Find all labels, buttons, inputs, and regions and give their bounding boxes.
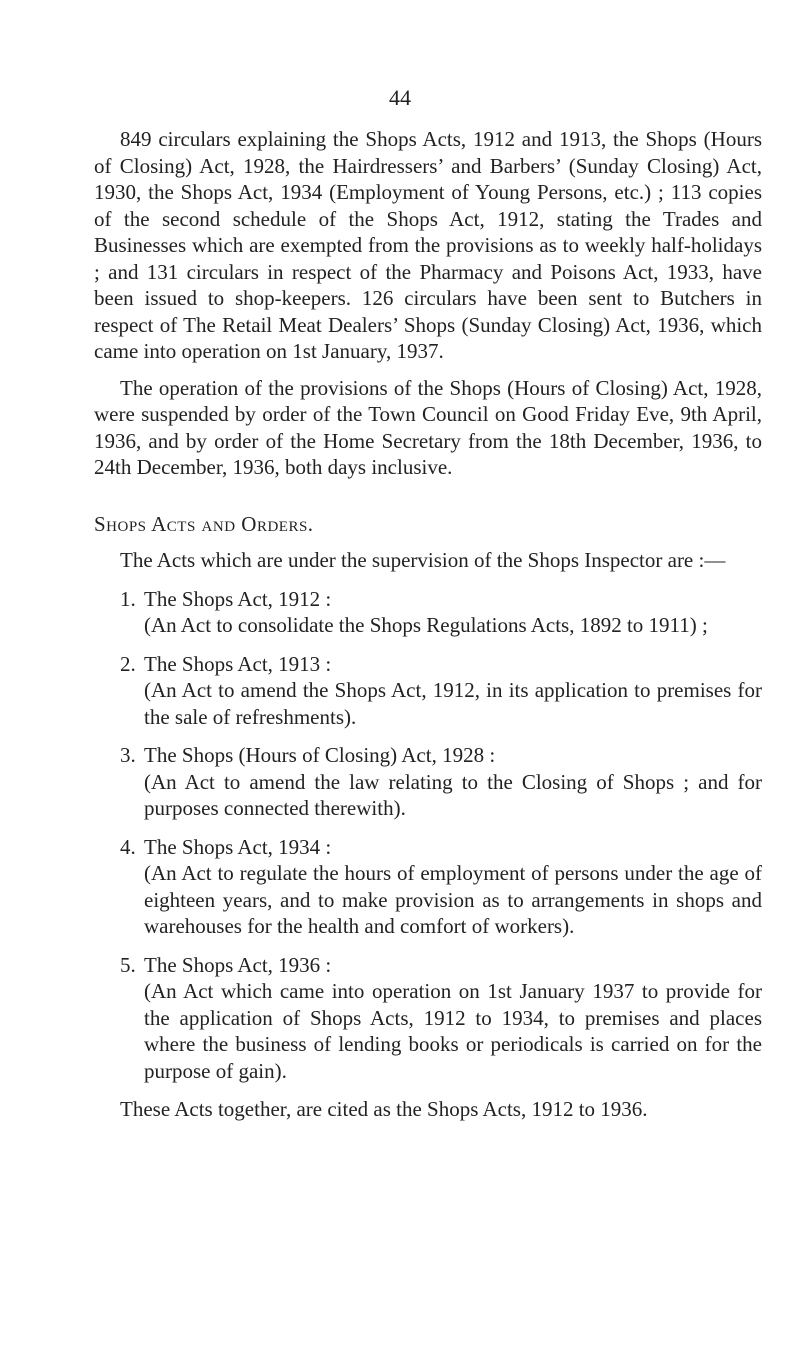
list-item-number: 5.: [120, 952, 136, 977]
list-item-body: [144, 586, 762, 639]
act-title: The Shops Act, 1936 :: [144, 952, 332, 977]
act-title: The Shops Act, 1934 :: [144, 834, 332, 859]
list-item-body: [144, 651, 762, 731]
section-intro: The Acts which are under the supervision of the Shops Inspector are :—: [120, 548, 726, 572]
act-description: (An Act which came into operation on 1st January 1937 to provide for the application of Shops Acts, 1912 to 1934, to premises and places where the business of lending books or periodicals is carried on for the purpose of gain).: [144, 979, 762, 1083]
act-title: The Shops Act, 1912 :: [144, 586, 332, 611]
list-item-number: 2.: [120, 651, 136, 676]
list-item-number: 3.: [120, 743, 136, 767]
list-item-number: 4.: [120, 834, 136, 859]
act-title: The Shops (Hours of Closing) Act, 1928 :: [144, 743, 496, 767]
list-item: [94, 651, 762, 731]
act-description: (An Act to amend the Shops Act, 1912, in its application to premises for the sale of refreshments).: [144, 678, 762, 729]
paragraph-circulars: 849 circulars explaining the Shops Acts, 1912 and 1913, the Shops (Hours of Closing) Act, 1928, the Hairdressers’ and Barbers’ (Sunday Closing) Act, 1930, the Shops Act, 1934 (Employment of Young Persons, etc.) ; 113 copies of the second schedule of the Shops Act, 1912, stating the Trades and Businesses which are exempted from the provisions as to weekly half-holidays ; and 131 circulars in respect of the Pharmacy and Poisons Act, 1933, have been issued to shop-keepers. 126 circulars have been sent to Butchers in respect of The Retail Meat Dealers’ Shops (Sunday Closing) Act, 1936, which came into operation on 1st January, 1937.: [94, 127, 762, 363]
list-item: [94, 834, 762, 940]
list-item: [94, 586, 762, 639]
list-item-body: [144, 952, 762, 1085]
paragraph-suspension: The operation of the provisions of the Shops (Hours of Closing) Act, 1928, were suspended by order of the Town Council on Good Friday Eve, 9th April, 1936, and by order of the Home Secretary from the 18th December, 1936, to 24th December, 1936, both days inclusive.: [94, 375, 762, 479]
page-number: 44: [389, 85, 411, 110]
acts-list: [94, 586, 762, 1085]
act-description: (An Act to amend the law relating to the Closing of Shops ; and for purposes connected therewith).: [144, 769, 762, 820]
closing-sentence: These Acts together, are cited as the Shops Acts, 1912 to 1936.: [120, 1097, 648, 1121]
act-description: (An Act to regulate the hours of employment of persons under the age of eighteen years, and to make provision as to arrangements in shops and warehouses for the health and comfort of workers).: [144, 861, 762, 938]
act-title: The Shops Act, 1913 :: [144, 651, 332, 676]
list-item-body: [144, 742, 762, 822]
list-item-number: 1.: [120, 586, 136, 611]
act-description: (An Act to consolidate the Shops Regulations Acts, 1892 to 1911) ;: [144, 613, 708, 637]
list-item-body: [144, 834, 762, 940]
list-item: [94, 952, 762, 1085]
list-item: [94, 742, 762, 822]
page-body: [94, 126, 762, 1123]
section-heading: Shops Acts and Orders.: [94, 511, 314, 536]
